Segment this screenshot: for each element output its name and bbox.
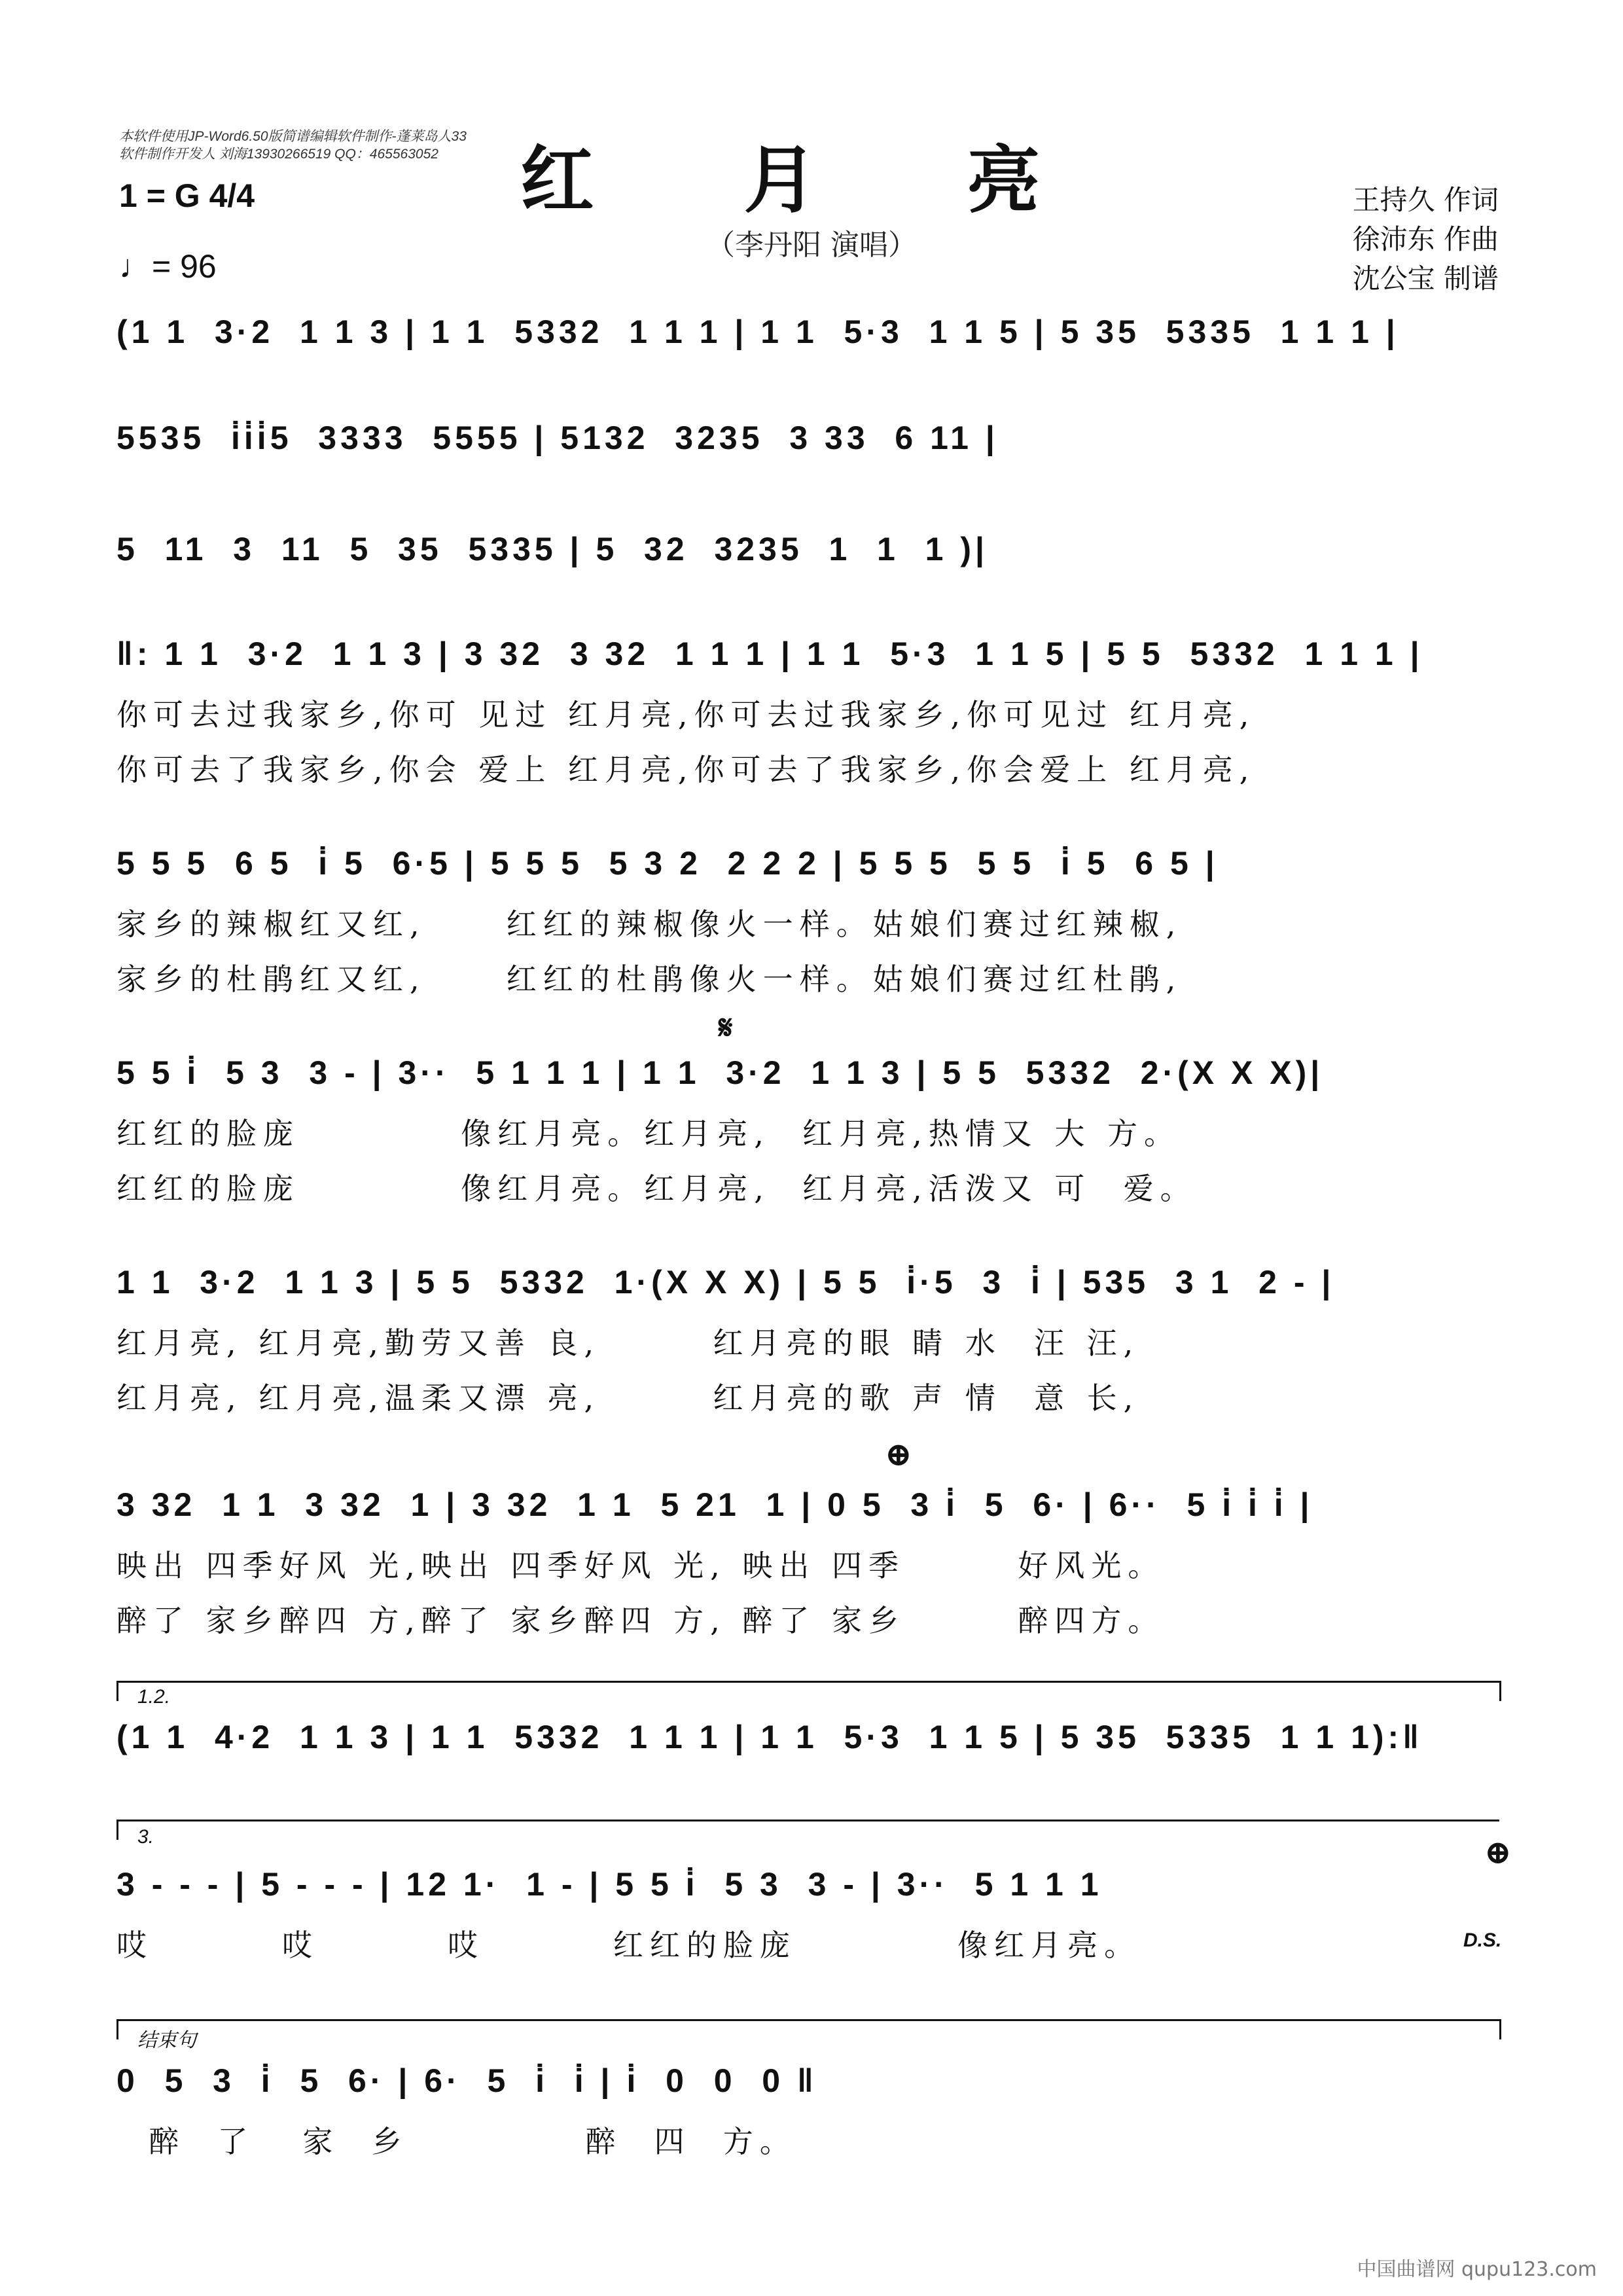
volta-bracket <box>116 1681 1501 1701</box>
segno-mark: 𝄋 <box>719 1008 733 1047</box>
notation-line: (1 1 3·2 1 1 3 | 1 1 5332 1 1 1 | 1 1 5·3 1 1 5 | 5 35 5335 1 1 1 | <box>116 314 1399 350</box>
credit-lyricist: 王持久 作词 <box>1352 184 1499 216</box>
lyric-verse-2: 醉了 家乡醉四 方,醉了 家乡醉四 方, 醉了 家乡 醉四方。 <box>116 1603 1165 1638</box>
notation-line: 5 5 5 6 5 i̇ 5 6·5 | 5 5 5 5 3 2 2 2 2 | 5 5 5 5 5 i̇ 5 6 5 | <box>116 845 1219 882</box>
credits <box>1353 181 1499 298</box>
lyric-verse-1: 红红的脸庞 像红月亮。红月亮, 红月亮,热情又 大 方。 <box>116 1116 1181 1151</box>
lyric-verse-2: 红红的脸庞 像红月亮。红月亮, 红月亮,活泼又 可 爱。 <box>116 1171 1197 1206</box>
volta-label: 1.2. <box>137 1686 171 1708</box>
coda-mark: ⊕ <box>885 1435 912 1473</box>
score-row-1 <box>116 313 1510 351</box>
dal-segno-label: D.S. <box>1463 1929 1502 1951</box>
notation-line: 1 1 3·2 1 1 3 | 5 5 5332 1·(X X X) | 5 5 i̇·5 3 i̇ | 535 3 1 2 - | <box>116 1264 1335 1300</box>
score-row-5 <box>116 844 1510 999</box>
notation-line: ‖: 1 1 3·2 1 1 3 | 3 32 3 32 1 1 1 | 1 1 5·3 1 1 5 | 5 5 5332 1 1 1 | <box>116 636 1423 672</box>
notation-line: (1 1 4·2 1 1 3 | 1 1 5332 1 1 1 | 1 1 5·3 1 1 5 | 5 35 5335 1 1 1):‖ <box>116 1719 1423 1755</box>
tempo-marking: ♩= 96 <box>119 248 217 285</box>
song-title: 红 月 亮 <box>520 137 1103 223</box>
coda-mark: ⊕ <box>1484 1833 1512 1871</box>
notation-line: 5 11 3 11 5 35 5335 | 5 32 3235 1 1 1 )| <box>116 531 988 567</box>
credit-composer: 徐沛东 作曲 <box>1352 223 1499 255</box>
lyric-verse-1: 家乡的辣椒红又红, 红红的辣椒像火一样。姑娘们赛过红辣椒, <box>116 906 1183 942</box>
lyric-verse-1: 醉 了 家 乡 醉 四 方。 <box>116 2124 796 2159</box>
notation-line: 5535 i̇i̇i̇5 3333 5555 | 5132 3235 3 33 6 11 | <box>116 420 999 456</box>
software-notice-line-1: 本软件使用JP-Word6.50版简谱编辑软件制作-蓬莱岛人33 <box>119 129 467 144</box>
lyric-verse-2: 红月亮, 红月亮,温柔又漂 亮, 红月亮的歌 声 情 意 长, <box>116 1380 1140 1416</box>
score-row-11 <box>116 2062 1510 2161</box>
lyric-verse-1: 你可去过我家乡,你可 见过 红月亮,你可去过我家乡,你可见过 红月亮, <box>116 697 1256 732</box>
lyric-verse-1: 红月亮, 红月亮,勤劳又善 良, 红月亮的眼 睛 水 汪 汪, <box>116 1325 1140 1361</box>
song-subtitle: （李丹阳 演唱） <box>706 228 917 262</box>
notation-line: 3 32 1 1 3 32 1 | 3 32 1 1 5 21 1 | 0 5 3 i̇ 5 6· | 6·· 5 i̇ i̇ i̇ | <box>116 1486 1313 1523</box>
notation-line: 0 5 3 i̇ 5 6· | 6· 5 i̇ i̇ | i̇ 0 0 0 ‖ <box>116 2062 817 2099</box>
site-watermark: 中国曲谱网 qupu123.com <box>1357 2258 1597 2281</box>
credit-transcriber: 沈公宝 制谱 <box>1352 262 1499 295</box>
score-row-6 <box>116 1054 1510 1208</box>
lyric-verse-2: 你可去了我家乡,你会 爱上 红月亮,你可去了我家乡,你会爱上 红月亮, <box>116 752 1256 787</box>
lyric-verse-1: 映出 四季好风 光,映出 四季好风 光, 映出 四季 好风光。 <box>116 1548 1165 1583</box>
lyric-verse-1: 哎 哎 哎 红红的脸庞 像红月亮。 <box>116 1928 1141 1963</box>
score-row-2 <box>116 419 1510 457</box>
score-row-10 <box>116 1865 1510 1965</box>
volta-bracket <box>116 2019 1501 2039</box>
score-row-4 <box>116 635 1510 789</box>
volta-bracket <box>116 1820 1499 1840</box>
score-row-7 <box>116 1263 1510 1418</box>
score-row-9 <box>116 1718 1510 1756</box>
software-notice-line-2: 软件制作开发人 刘海13930266519 QQ：465563052 <box>119 147 438 162</box>
key-signature: 1 = G 4/4 <box>119 177 255 214</box>
notation-line: 5 5 i̇ 5 3 3 - | 3·· 5 1 1 1 | 1 1 3·2 1 1 3 | 5 5 5332 2·(X X X)| <box>116 1054 1324 1091</box>
score-row-3 <box>116 530 1510 568</box>
notation-line: 3 - - - | 5 - - - | 12 1· 1 - | 5 5 i̇ 5 3 3 - | 3·· 5 1 1 1 <box>116 1866 1103 1903</box>
score-row-8 <box>116 1486 1510 1640</box>
ending-label: 结束句 <box>137 2030 196 2051</box>
volta-label: 3. <box>137 1826 154 1848</box>
lyric-verse-2: 家乡的杜鹃红又红, 红红的杜鹃像火一样。姑娘们赛过红杜鹃, <box>116 961 1183 997</box>
